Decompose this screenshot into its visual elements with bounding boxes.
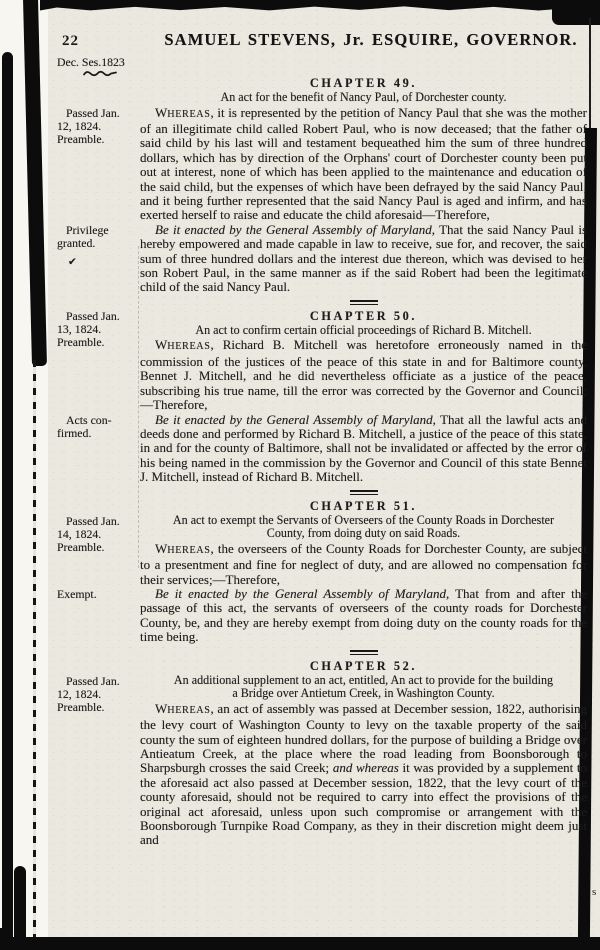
chapter — [57, 308, 588, 485]
chapter-title-line: a Bridge over Antietum Creek, in Washington County. — [232, 686, 495, 701]
margin-note-line: 12, 1824. — [57, 686, 102, 701]
scan-gutter-bar-outer — [2, 52, 13, 950]
body-paragraph — [57, 221, 587, 295]
scan-edge-top-right — [552, 0, 600, 25]
margin-note — [57, 310, 136, 350]
margin-note-line: Dec. Ses.1823 — [57, 55, 125, 69]
text-segment: That from and after the passage of this act, the servants of overseers of the county roads for Dorchester County, be, and they are hereby exempt from doing duty on the county roads for the time being. — [140, 585, 587, 645]
chapter-title-line: An act to confirm certain official proceedings of Richard B. Mitchell. — [195, 322, 532, 337]
text-segment: Be it enacted by the General Assembly of Maryland, — [155, 411, 436, 427]
chapter — [57, 55, 587, 295]
chapter-title — [140, 324, 587, 338]
chapter-heading: CHAPTER 52. — [309, 658, 418, 673]
chapter-heading-row — [57, 55, 587, 90]
text-segment: , the overseers of the County Roads for Dorchester County, are subject to a presentment and fine for neglect of duty, and are allowed no compensation for their services;—Therefore, — [140, 540, 587, 587]
margin-note-line: 14, 1824. — [57, 526, 102, 541]
margin-note-line: granted. — [57, 236, 96, 251]
margin-note-line: Passed Jan. — [66, 513, 120, 528]
chapter-heading: CHAPTER 51. — [309, 498, 418, 513]
chapter — [57, 658, 587, 848]
margin-note-line: 12, 1824. — [57, 118, 102, 133]
section-divider — [350, 650, 378, 655]
text-segment: W — [155, 540, 168, 556]
chapter — [57, 498, 587, 645]
chapter-heading: CHAPTER 49. — [309, 76, 418, 90]
text-segment: , an act of assembly was passed at December session, 1822, authorising the levy court of Washington County to levy on the taxable property of the said county the sum of eighteen hundred dollars, for the purpose of building a Bridge over Antieatum Creek, at the place where the road leading from Boonsborough to Sharpsburgh crosses the said Creek; — [140, 700, 587, 776]
page-number: 22 — [62, 33, 79, 49]
text-segment: W — [155, 337, 168, 353]
page-bleed-text: s — [592, 886, 597, 898]
margin-note-line: Passed Jan. — [66, 673, 120, 688]
text-segment: and whereas — [332, 760, 399, 776]
body-paragraph — [57, 585, 587, 645]
margin-note-line: Preamble. — [57, 132, 105, 146]
margin-note — [57, 414, 136, 440]
body-paragraph — [140, 338, 587, 412]
text-segment: HEREAS — [167, 544, 211, 556]
text-segment: Be it enacted by the General Assembly of Maryland, — [155, 585, 450, 601]
text-segment: W — [155, 700, 168, 716]
margin-note-line: Privilege — [66, 222, 109, 237]
scan-corner-bottom-left — [0, 928, 12, 950]
margin-note — [57, 675, 136, 715]
scan-gutter-dashed-line — [33, 360, 36, 938]
text-segment: That the said Nancy Paul is hereby empowered and made capable in law to receive, sue for, and recover, the said sum of three hundred dollars and the interest due thereon, which was devised to her son Robert Paul, in the same manner as if the said Robert had been the legitimate child of the said Nancy Paul. — [140, 221, 587, 295]
text-segment: , Richard B. Mitchell was heretofore erroneously named in the commission of the justices of the peace of this state in and for Baltimore county, Bennet J. Mitchell, and he did nevertheless officiate as a justice of the peace, subscribing his true name, till the error was corrected by the Governor and Council;—Therefore, — [140, 337, 587, 413]
scan-gutter-bar-inner — [23, 0, 47, 366]
scan-column-guide-line — [138, 246, 139, 568]
margin-note — [57, 515, 136, 555]
chapter-heading: CHAPTER 50. — [309, 308, 418, 323]
chapter-heading-row — [140, 499, 587, 513]
margin-note-line: Preamble. — [57, 335, 105, 350]
margin-note-line: 13, 1824. — [57, 322, 102, 337]
body-paragraph — [140, 542, 587, 587]
body-paragraph — [57, 411, 588, 485]
chapter-list — [57, 55, 588, 848]
text-segment: HEREAS — [167, 704, 211, 716]
check-icon: ✔ — [68, 256, 77, 269]
text-segment: W — [155, 104, 168, 120]
text-segment: it was provided by a supplement to the aforesaid act also passed at December session, 1822, that the levy court of the county aforesaid, should not be required to carry into effect the provisions of the original act aforesaid, unless upon such compromise or arrangement with the Boonsborough Turnpike Road Company, as they in their discretion might deem just and — [140, 760, 587, 848]
margin-note — [57, 588, 136, 601]
margin-note — [57, 56, 136, 78]
section-divider — [350, 490, 378, 495]
section-divider — [350, 300, 378, 305]
text-segment: , it is represented by the petition of Nancy Paul that she was the mother of an illegitimate child called Robert Paul, who is now deceased; that the father of said child by his last will and testament bequeathed him the sum of three hundred dollars, which has by direction of the Orphans' court of Dorchester county been put out at interest, none of which has been applied to the maintenance and education of the said child, but the expenses of which have been defrayed by the said Nancy Paul; and it being further represented that the said Nancy Paul is aged and infirm, and has exerted herself to raise and educate the child aforesaid—Therefore, — [140, 104, 587, 223]
margin-note-line: Passed Jan. — [66, 105, 120, 120]
text-segment: Be it enacted by the General Assembly of Maryland, — [155, 221, 436, 237]
scan-edge-bottom — [8, 937, 600, 950]
margin-note-line: firmed. — [57, 425, 92, 440]
body-paragraph — [57, 104, 587, 223]
margin-note-line: Preamble. — [57, 699, 105, 714]
chapter-heading-row — [140, 659, 587, 673]
margin-note-line: Exempt. — [57, 586, 97, 601]
margin-note-line: Preamble. — [57, 539, 105, 554]
margin-note — [57, 224, 136, 270]
page-header-title: SAMUEL STEVENS, Jr. ESQUIRE, GOVERNOR. — [164, 30, 578, 49]
text-segment: HEREAS — [167, 108, 211, 120]
chapter-title-line: An act for the benefit of Nancy Paul, of Dorchester county. — [220, 90, 507, 104]
margin-note-line: Passed Jan. — [66, 308, 120, 323]
margin-note — [57, 107, 136, 147]
squiggle-icon — [83, 69, 136, 78]
text-segment: That all the lawful acts and deeds done and performed by Richard B. Mitchell, a justice of the peace of this state, in and for the county of Baltimore, shall not be invalidated or affected by the error of his being named in the commission by the Governor and Council of this state Bennet J. Mitchell, instead of Richard B. Mitchell. — [140, 411, 588, 485]
chapter-title-line: An additional supplement to an act, entitled, An act to provide for the building — [173, 672, 554, 687]
chapter-title — [140, 91, 587, 105]
text-segment: HEREAS — [167, 341, 211, 353]
chapter-title-line: County, from doing duty on said Roads. — [266, 526, 461, 541]
chapter-title-line: An act to exempt the Servants of Overseers of the County Roads in Dorchester — [172, 512, 555, 527]
margin-note-line: Acts con- — [66, 412, 112, 427]
body-paragraph — [140, 702, 587, 848]
